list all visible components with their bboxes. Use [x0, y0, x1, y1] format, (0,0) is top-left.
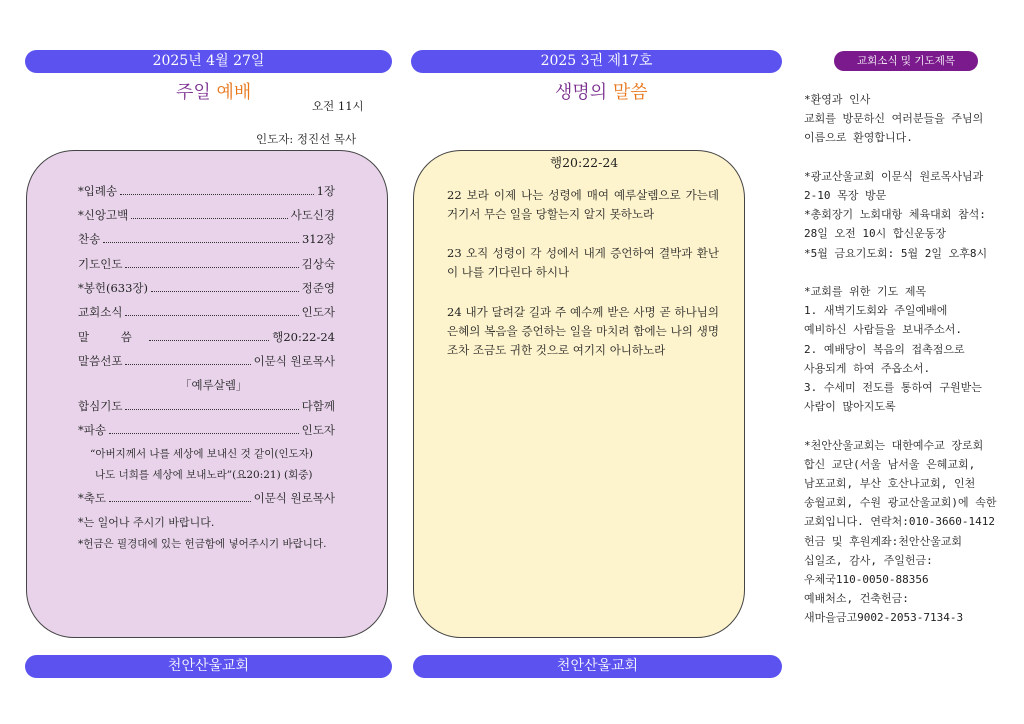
news-line: 교회입니다. 연락처:010-3660-1412	[804, 515, 995, 529]
order-item-value: 이문식 원로목사	[253, 354, 335, 368]
news-line: *광교산울교회 이문식 원로목사님과	[804, 169, 984, 183]
service-title	[176, 78, 251, 104]
order-row	[78, 280, 335, 298]
order-item-name: 교회소식	[78, 305, 123, 319]
leader-dots	[131, 218, 287, 219]
scripture-verse: 22 보라 이제 나는 성령에 매여 예루살렘으로 가는데 거기서 무슨 일을 당할는지 알지 못하노라	[447, 188, 719, 221]
scripture-reference: 행20:22-24	[550, 155, 619, 170]
order-row	[78, 207, 335, 225]
news-line: 남포교회, 부산 호산나교회, 인천	[804, 477, 976, 490]
news-line: *환영과 인사	[804, 93, 871, 106]
news-line: 합신 교단(서울 남서울 은혜교회,	[804, 457, 976, 471]
church-name-footer: 천안산울교회	[25, 655, 392, 678]
news-line: *총회장기 노회대항 체육대회 참석:	[804, 208, 986, 222]
order-row	[78, 422, 335, 440]
order-item-name: 말 씀	[78, 330, 146, 344]
leader-dots	[125, 409, 298, 410]
service-title-part2: 예배	[216, 82, 252, 103]
scripture-verse: 24 내가 달려갈 길과 주 예수께 받은 사명 곧 하나님의 은혜의 복음을 증언하는 일을 마치려 함에는 나의 생명조차 조금도 귀한 것으로 여기지 아니하노라	[447, 305, 719, 357]
news-line: 이름으로 환영합니다.	[804, 131, 913, 145]
leader-dots	[151, 291, 299, 292]
order-item-value: 김상숙	[301, 257, 335, 271]
order-item-value: 정준영	[301, 281, 335, 295]
news-line: 예비하신 사람들을 보내주소서.	[804, 323, 963, 337]
news-line: 2. 예배당이 복음의 접촉점으로	[804, 342, 965, 356]
leader-dots	[125, 315, 298, 316]
news-line: 예배처소, 건축헌금:	[804, 592, 909, 606]
order-item-name: *신앙고백	[78, 208, 129, 222]
news-line: 십일조, 감사, 주일헌금:	[804, 553, 933, 567]
order-row	[78, 353, 335, 371]
leader-dots	[120, 194, 313, 195]
news-header-badge: 교회소식 및 기도제목	[834, 51, 978, 71]
order-item-value: 행20:22-24	[272, 330, 335, 344]
leader-dots	[125, 267, 298, 268]
order-row	[78, 329, 335, 347]
news-line: 2-10 목장 방문	[804, 189, 887, 202]
issue-header: 2025 3권 제17호	[411, 50, 782, 73]
order-item-value: 인도자	[301, 423, 335, 437]
church-name-footer: 천안산울교회	[413, 655, 782, 678]
sending-verse-line: 나도 너희를 세상에 보내노라”(요20:21) (회중)	[95, 469, 313, 481]
service-leader: 인도자: 정진선 목사	[256, 132, 357, 146]
news-line: 1. 새벽기도회와 주일예배에	[804, 304, 948, 318]
service-title-part1: 주일	[176, 82, 211, 103]
order-item-value: 312장	[301, 232, 335, 246]
sending-verse-line: “아버지께서 나를 세상에 보내신 것 같이(인도자)	[90, 448, 313, 460]
offering-note: *헌금은 필경대에 있는 헌금함에 넣어주시기 바랍니다.	[78, 538, 327, 550]
leader-dots	[103, 242, 299, 243]
order-item-value: 다함께	[301, 399, 335, 413]
order-row	[78, 231, 335, 249]
leader-dots	[149, 340, 269, 341]
news-line: *천안산울교회는 대한예수교 장로회	[804, 438, 984, 452]
order-row	[78, 256, 335, 274]
news-line: *교회를 위한 기도 제목	[804, 285, 927, 298]
order-item-value: 인도자	[301, 305, 335, 319]
order-item-name: *입례송	[78, 184, 118, 198]
leader-dots	[125, 364, 250, 365]
sermon-title: 「예루살렘」	[180, 378, 248, 392]
order-item-value: 1장	[316, 184, 335, 198]
order-item-name: 찬송	[78, 232, 101, 246]
news-line: *5월 금요기도회: 5월 2일 오후8시	[804, 246, 988, 260]
order-item-name: *축도	[78, 491, 106, 505]
service-time: 오전 11시	[312, 99, 364, 113]
news-line: 송월교회, 수원 광교산울교회)에 속한	[804, 496, 997, 510]
order-item-name: *파송	[78, 423, 106, 437]
order-row	[78, 304, 335, 322]
word-title	[555, 78, 648, 104]
order-row	[78, 183, 335, 201]
news-line: 3. 수세미 전도를 통하여 구원받는	[804, 381, 982, 394]
news-line: 우체국110-0050-88356	[804, 573, 929, 586]
news-line: 28일 오전 10시 합신운동장	[804, 227, 946, 241]
order-row	[78, 398, 335, 416]
order-item-value: 이문식 원로목사	[253, 491, 335, 505]
leader-dots	[109, 433, 299, 434]
news-line: 새마을금고9002-2053-7134-3	[804, 611, 964, 625]
order-item-name: 합심기도	[78, 399, 123, 413]
news-line: 교회를 방문하신 여러분들을 주님의	[804, 112, 984, 126]
leader-dots	[109, 501, 251, 502]
date-header: 2025년 4월 27일	[25, 50, 392, 73]
news-line: 헌금 및 후원계좌:천안산울교회	[804, 534, 963, 548]
word-title-part2: 말씀	[612, 82, 648, 103]
order-item-value: 사도신경	[290, 208, 335, 222]
order-item-name: *봉헌(633장)	[78, 281, 148, 295]
news-line: 사용되게 하여 주옵소서.	[804, 361, 931, 375]
word-title-part1: 생명의	[555, 82, 608, 103]
order-row	[78, 490, 335, 508]
order-item-name: 말씀선포	[78, 354, 123, 368]
news-line: 사람이 많아지도록	[804, 400, 896, 414]
order-item-name: 기도인도	[78, 257, 123, 271]
scripture-verse: 23 오직 성령이 각 성에서 내게 증언하여 결박과 환난이 나를 기다린다 하시나	[447, 246, 719, 279]
standing-note: *는 일어나 주시기 바랍니다.	[78, 516, 215, 529]
